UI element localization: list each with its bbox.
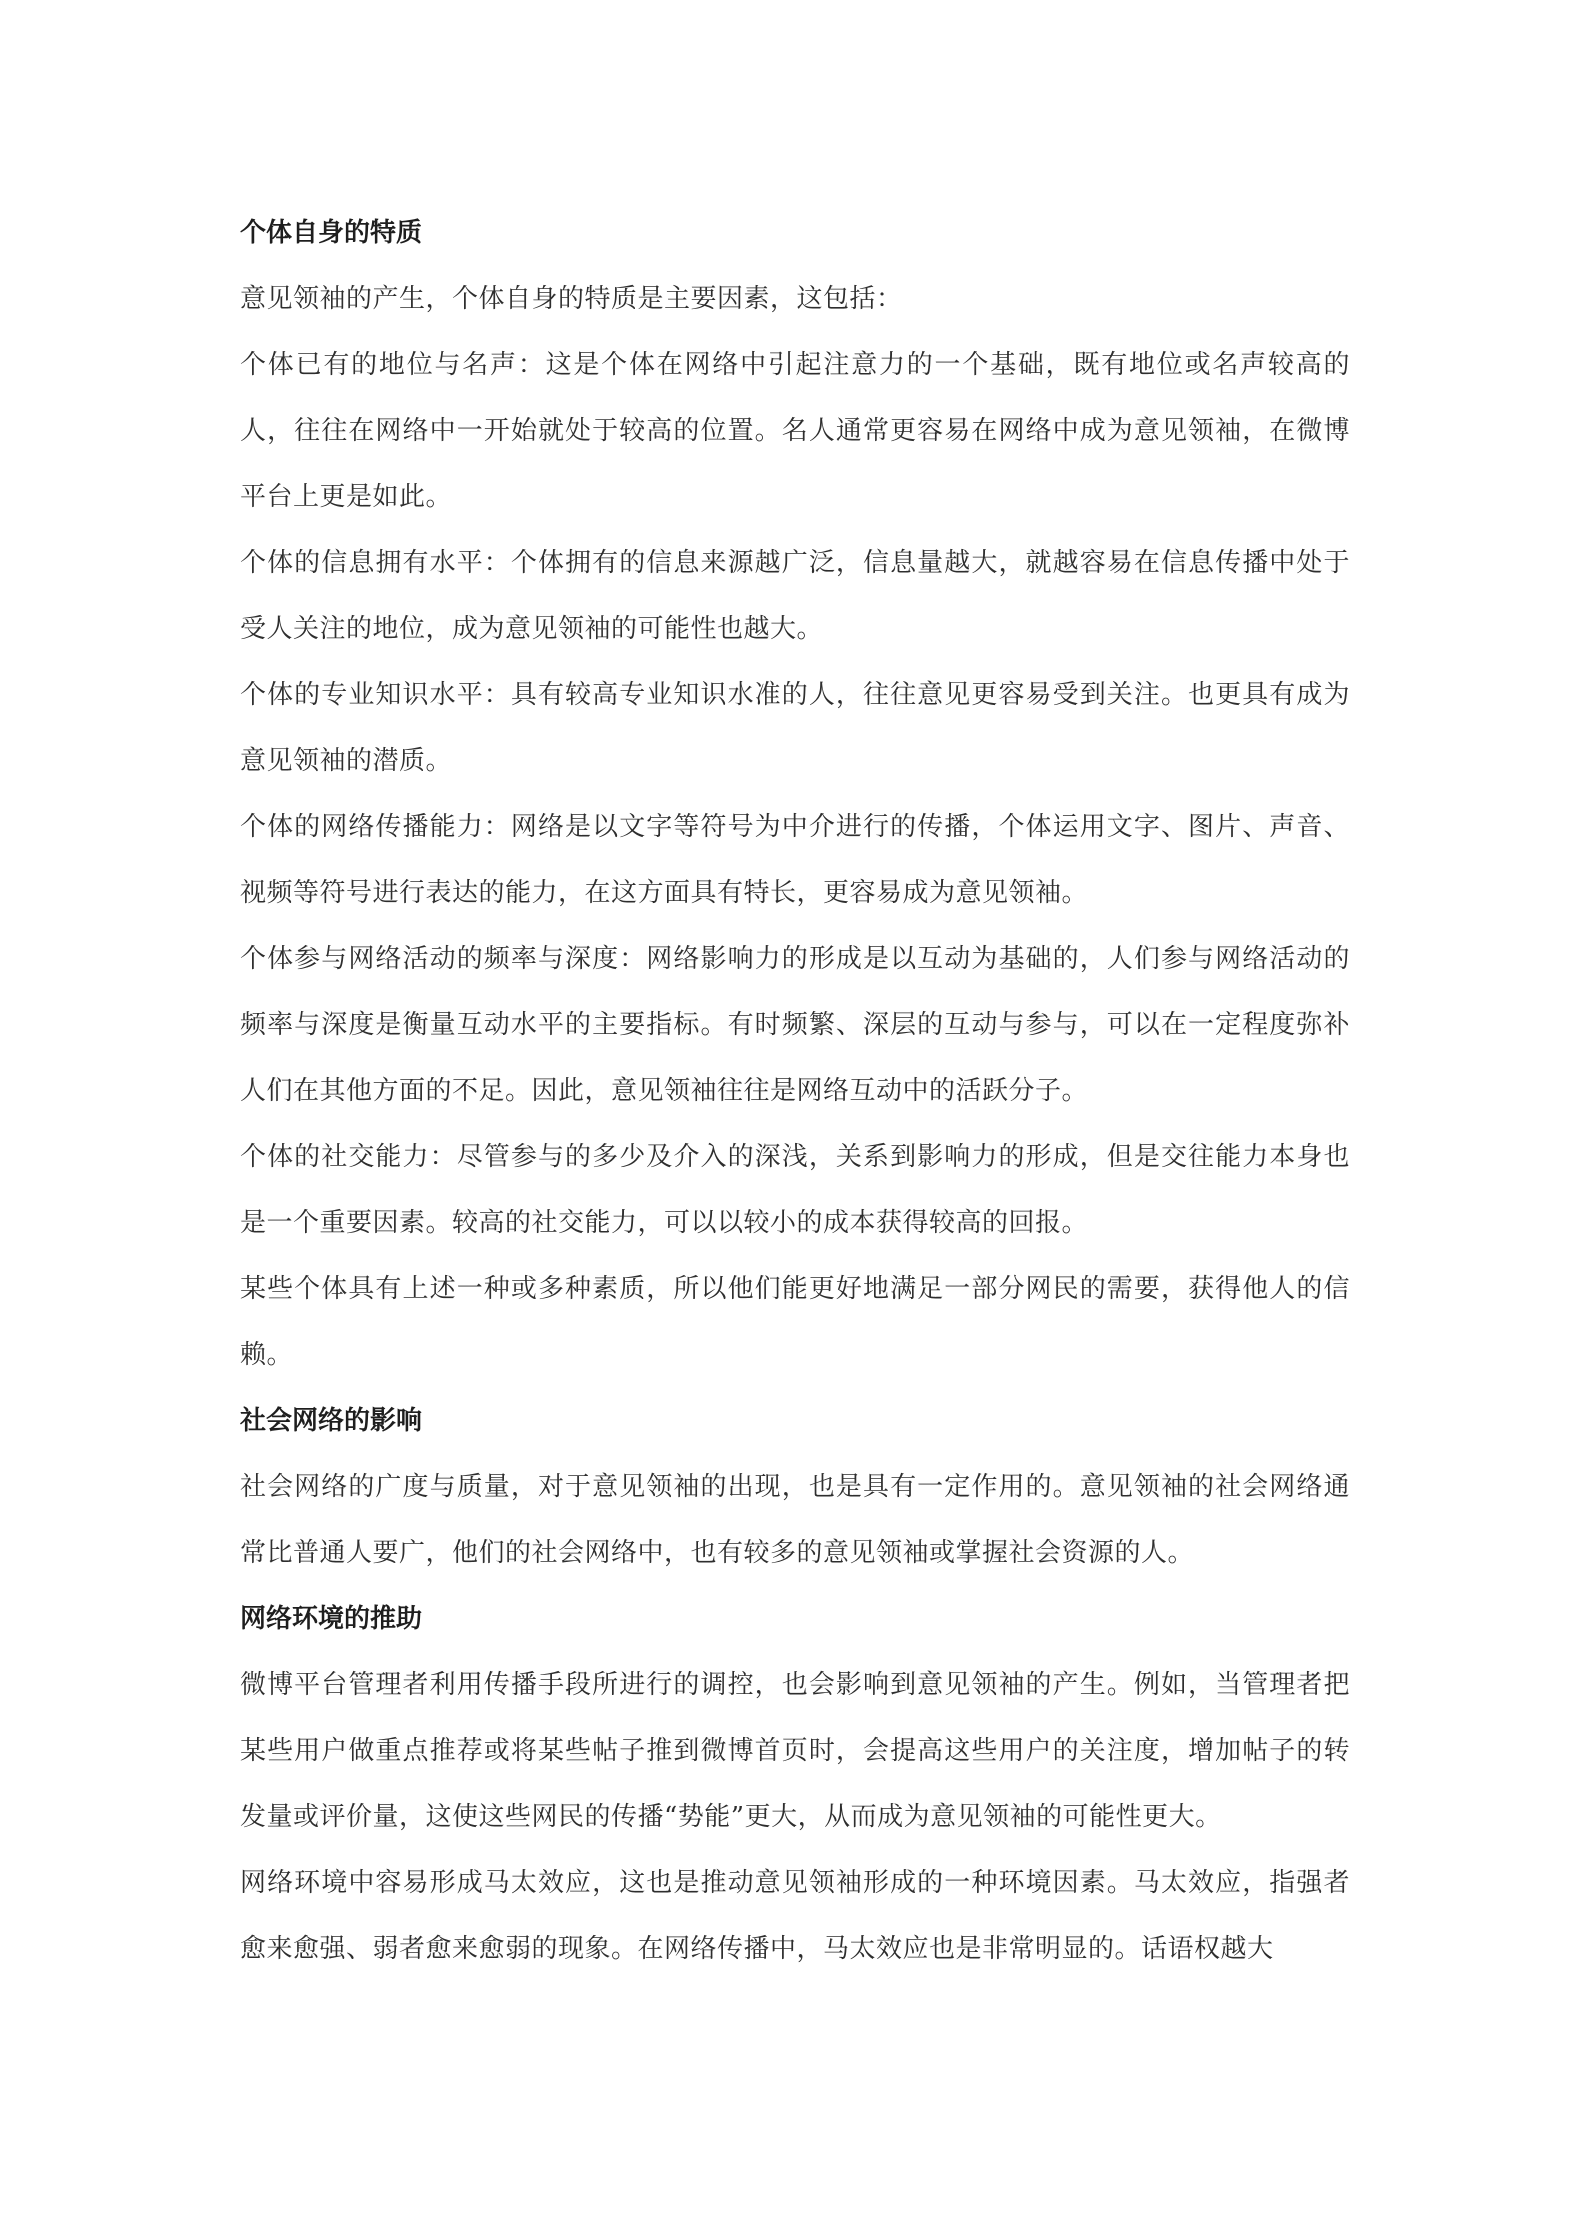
paragraph-participation: 个体参与网络活动的频率与深度：网络影响力的形成是以互动为基础的，人们参与网络活动的频率与深度是衡量互动水平的主要指标。有时频繁、深层的互动与参与，可以在一定程度弥补人们在其他方面的不足。因此，意见领袖往往是网络互动中的活跃分子。	[240, 944, 1350, 1106]
paragraph-social-ability: 个体的社交能力：尽管参与的多少及介入的深浅，关系到影响力的形成，但是交往能力本身也是一个重要因素。较高的社交能力，可以以较小的成本获得较高的回报。	[240, 1142, 1350, 1238]
paragraph-communication-ability: 个体的网络传播能力：网络是以文字等符号为中介进行的传播，个体运用文字、图片、声音、视频等符号进行表达的能力，在这方面具有特长，更容易成为意见领袖。	[240, 812, 1350, 908]
paragraph-information-level: 个体的信息拥有水平：个体拥有的信息来源越广泛，信息量越大，就越容易在信息传播中处于受人关注的地位，成为意见领袖的可能性也越大。	[240, 548, 1350, 644]
section-heading-social-network: 社会网络的影响	[240, 1406, 423, 1436]
paragraph-platform-control: 微博平台管理者利用传播手段所进行的调控，也会影响到意见领袖的产生。例如，当管理者把某些用户做重点推荐或将某些帖子推到微博首页时，会提高这些用户的关注度，增加帖子的转发量或评价量，这使这些网民的传播“势能”更大，从而成为意见领袖的可能性更大。	[240, 1670, 1350, 1832]
section-heading-network-environment: 网络环境的推助	[240, 1604, 423, 1634]
paragraph-social-network: 社会网络的广度与质量，对于意见领袖的出现，也是具有一定作用的。意见领袖的社会网络通常比普通人要广，他们的社会网络中，也有较多的意见领袖或掌握社会资源的人。	[240, 1472, 1350, 1568]
paragraph-intro: 意见领袖的产生，个体自身的特质是主要因素，这包括：	[240, 284, 903, 314]
paragraph-status-reputation: 个体已有的地位与名声：这是个体在网络中引起注意力的一个基础，既有地位或名声较高的人，往往在网络中一开始就处于较高的位置。名人通常更容易在网络中成为意见领袖，在微博平台上更是如此。	[240, 350, 1350, 512]
paragraph-expertise: 个体的专业知识水平：具有较高专业知识水准的人，往往意见更容易受到关注。也更具有成为意见领袖的潜质。	[240, 680, 1350, 776]
section-heading-individual-traits: 个体自身的特质	[240, 218, 423, 248]
paragraph-matthew-effect: 网络环境中容易形成马太效应，这也是推动意见领袖形成的一种环境因素。马太效应，指强者愈来愈强、弱者愈来愈弱的现象。在网络传播中，马太效应也是非常明显的。话语权越大	[240, 1868, 1350, 1964]
paragraph-summary: 某些个体具有上述一种或多种素质，所以他们能更好地满足一部分网民的需要，获得他人的信赖。	[240, 1274, 1350, 1370]
document-body	[240, 200, 1350, 1982]
